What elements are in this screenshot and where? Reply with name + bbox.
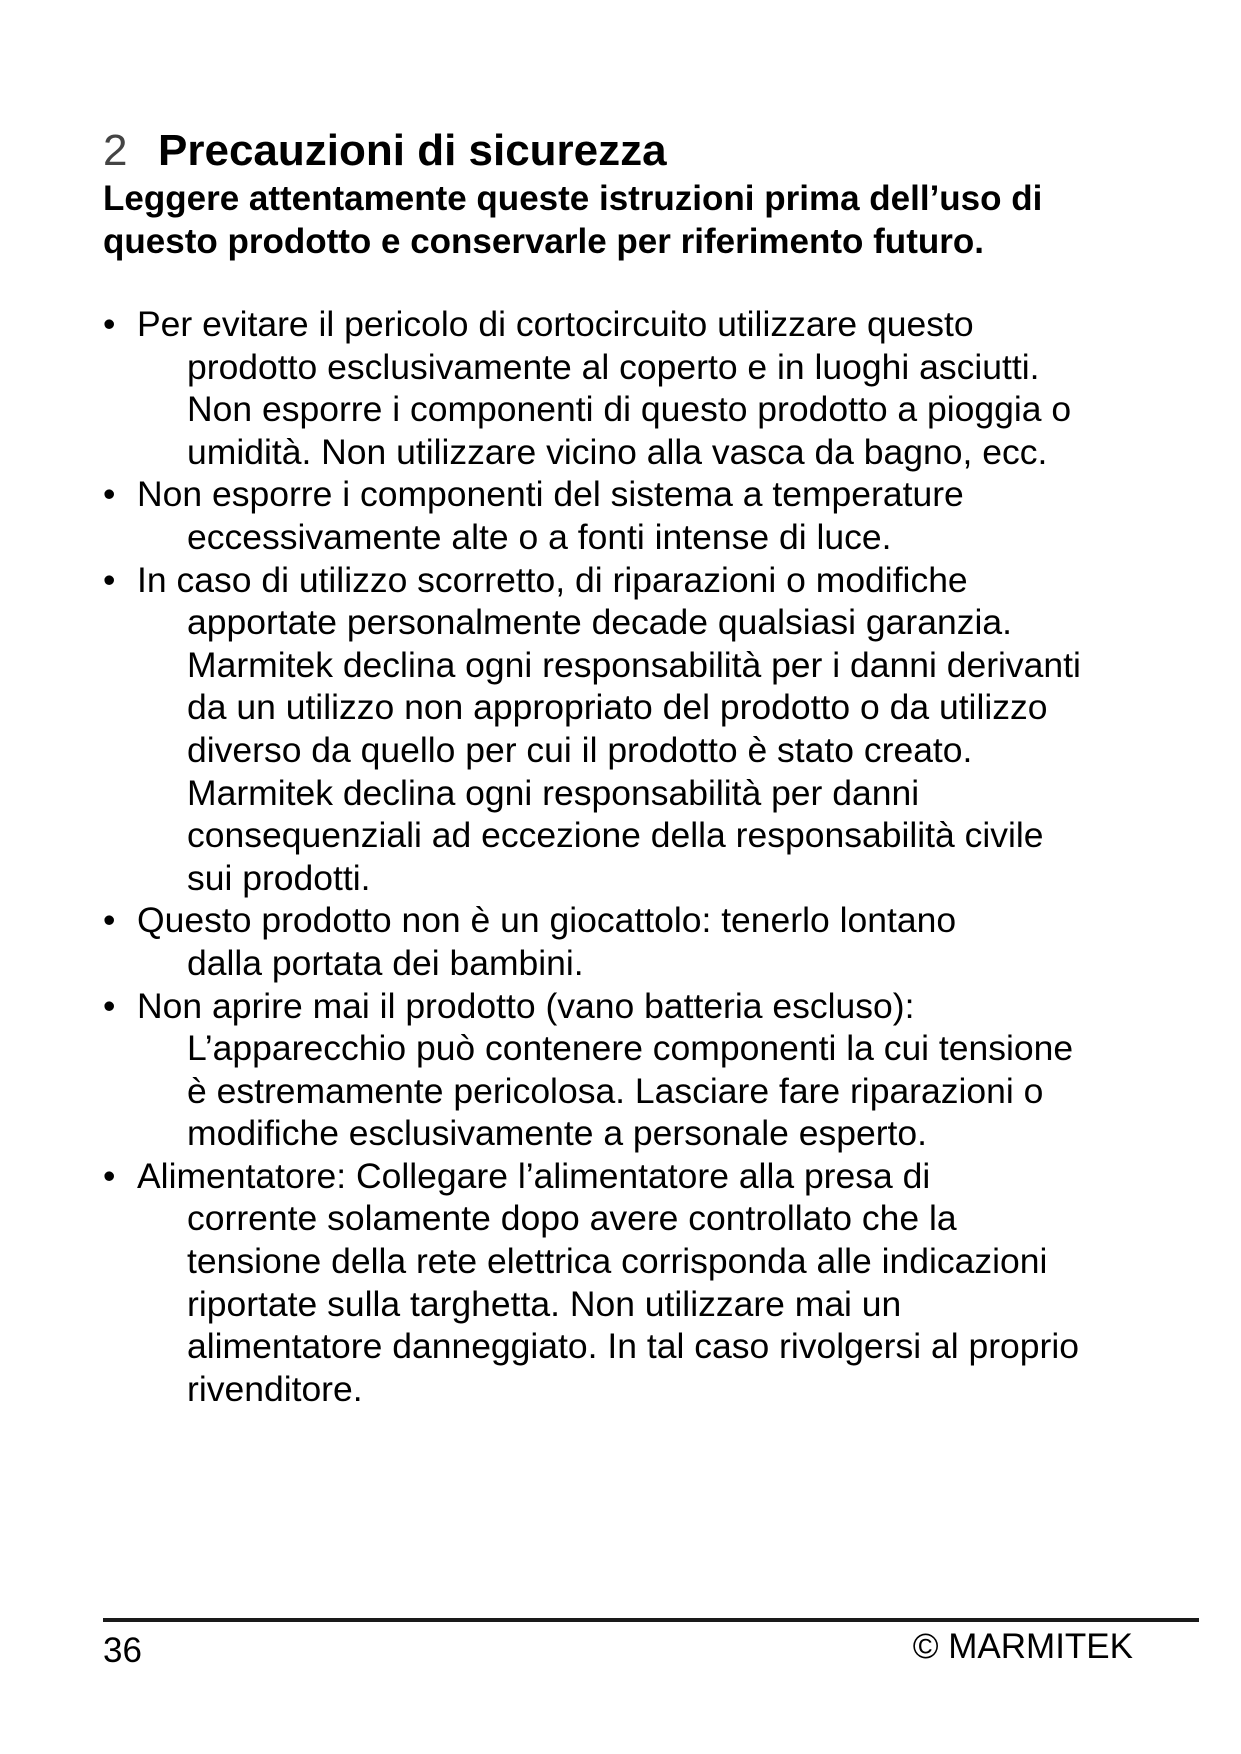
bullet-line: L’apparecchio può contenere componenti la cui tensione [187, 1028, 1074, 1069]
bullet-line: diverso da quello per cui il prodotto è stato creato. [187, 729, 973, 770]
bullet-line: Marmitek declina ogni responsabilità per i danni derivanti [187, 644, 1081, 685]
bullet-line: eccessivamente alte o a fonti intense di luce. [187, 516, 892, 557]
section-title: Precauzioni di sicurezza [158, 126, 667, 175]
bullet-line: apportate personalmente decade qualsiasi garanzia. [187, 602, 1012, 643]
bullet-dot-icon: • [103, 900, 116, 941]
bullet-line: alimentatore danneggiato. In tal caso rivolgersi al proprio [187, 1326, 1079, 1367]
bullet-line: Per evitare il pericolo di cortocircuito utilizzare questo [137, 304, 974, 344]
bullet-line: riportate sulla targhetta. Non utilizzare mai un [187, 1283, 902, 1324]
bullet-line: Non aprire mai il prodotto (vano batteria escluso): [137, 985, 915, 1026]
intro-paragraph [103, 177, 1163, 263]
bullet-line: In caso di utilizzo scorretto, di riparazioni o modifiche [137, 559, 968, 600]
bullet-item [103, 1155, 1081, 1411]
intro-line: questo prodotto e conservarle per riferimento futuro. [103, 222, 984, 261]
bullet-line: modifiche esclusivamente a personale esperto. [187, 1113, 927, 1154]
bullet-line: Questo prodotto non è un giocattolo: tenerlo lontano [137, 900, 957, 941]
page-number: 36 [103, 1631, 142, 1670]
footer-divider [103, 1618, 1199, 1622]
intro-line: Leggere attentamente queste istruzioni prima dell’uso di [103, 179, 1043, 218]
bullet-line: Marmitek declina ogni responsabilità per danni [187, 772, 920, 813]
bullet-line: Non esporre i componenti del sistema a temperature [137, 474, 964, 515]
footer-brand: © MARMITEK [912, 1627, 1133, 1666]
bullet-line: corrente solamente dopo avere controllato che la [187, 1198, 957, 1239]
bullet-line: dalla portata dei bambini. [187, 942, 584, 983]
bullet-line: Alimentatore: Collegare l’alimentatore alla presa di [137, 1155, 931, 1196]
bullet-line: è estremamente pericolosa. Lasciare fare riparazioni o [187, 1070, 1044, 1111]
section-heading [103, 124, 667, 178]
bullet-dot-icon: • [103, 1155, 116, 1196]
bullet-item [103, 473, 1081, 558]
bullet-item [103, 899, 1081, 984]
bullet-line: consequenziali ad eccezione della responsabilità civile [187, 815, 1044, 856]
section-number: 2 [103, 126, 128, 175]
bullet-line: da un utilizzo non appropriato del prodotto o da utilizzo [187, 687, 1048, 728]
bullet-line: umidità. Non utilizzare vicino alla vasca da bagno, ecc. [187, 431, 1048, 472]
bullet-dot-icon: • [103, 474, 116, 515]
bullet-line: prodotto esclusivamente al coperto e in luoghi asciutti. [187, 346, 1040, 387]
bullet-line: tensione della rete elettrica corrisponda alle indicazioni [187, 1241, 1048, 1282]
bullet-item [103, 559, 1081, 900]
bullet-line: rivenditore. [187, 1368, 363, 1409]
bullet-item [103, 303, 1081, 473]
bullet-dot-icon: • [103, 985, 116, 1026]
bullet-item [103, 985, 1081, 1155]
bullet-dot-icon: • [103, 559, 116, 600]
bullet-line: sui prodotti. [187, 857, 371, 898]
bullet-dot-icon: • [103, 304, 116, 344]
safety-bullet-list [103, 303, 1081, 1410]
bullet-line: Non esporre i componenti di questo prodotto a pioggia o [187, 389, 1072, 430]
